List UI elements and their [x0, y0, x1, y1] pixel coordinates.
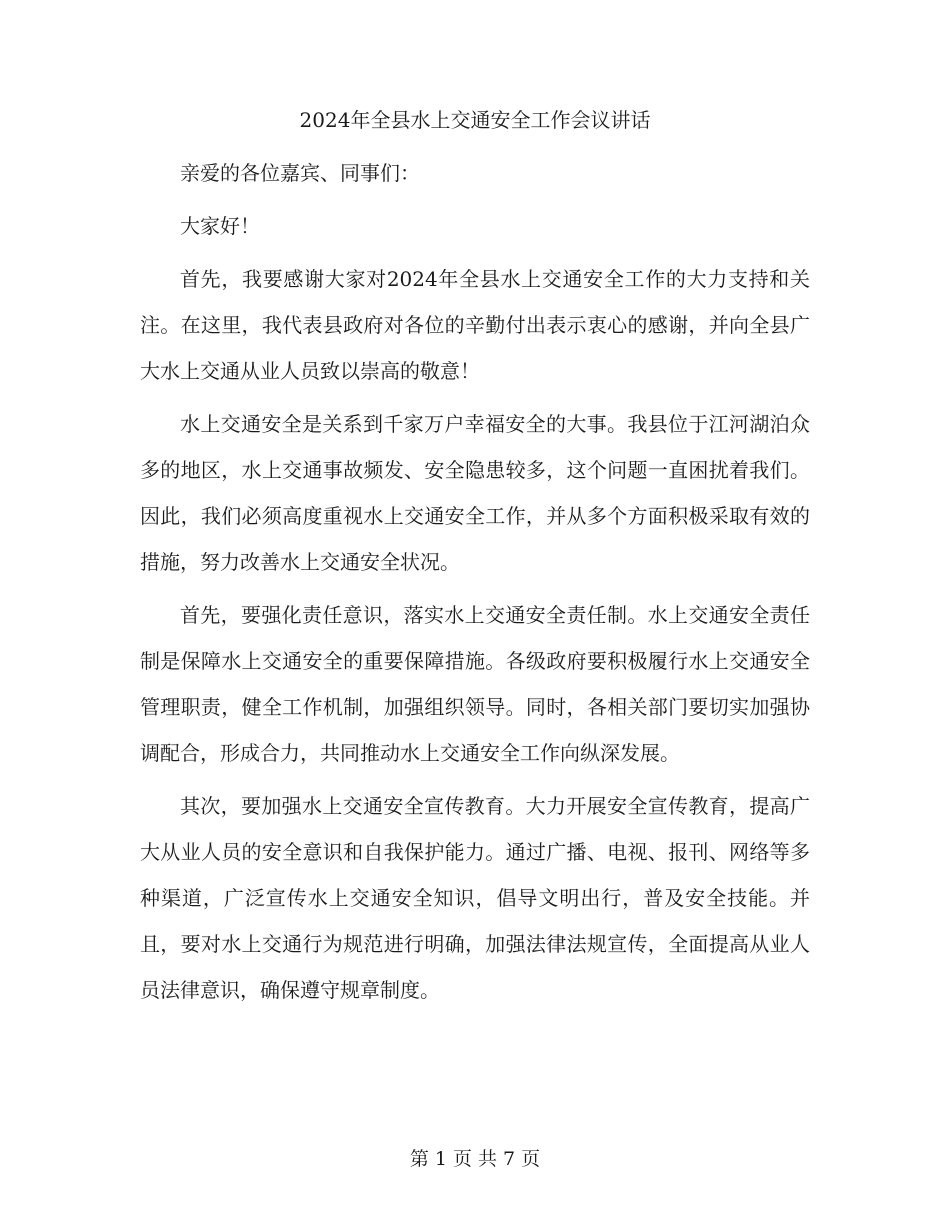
paragraph-education: 其次，要加强水上交通安全宣传教育。大力开展安全宣传教育，提高广大从业人员的安全意识和自我保护能力。通过广播、电视、报刊、网络等多种渠道，广泛宣传水上交通安全知识，倡导文明出行，普及安全技能。并且，要对水上交通行为规范进行明确，加强法律法规宣传，全面提高从业人员法律意识，确保遵守规章制度。 [140, 794, 810, 1002]
paragraph-salutation: 亲爱的各位嘉宾、同事们： [180, 161, 420, 185]
paragraph-greeting: 大家好！ [180, 214, 260, 238]
document-body [140, 150, 810, 1020]
document-title: 2024年全县水上交通安全工作会议讲话 [299, 108, 651, 132]
page-number-footer: 第 1 页 共 7 页 [409, 1148, 541, 1170]
paragraph-responsibility: 首先，要强化责任意识，落实水上交通安全责任制。水上交通安全责任制是保障水上交通安全的重要保障措施。各级政府要积极履行水上交通安全管理职责，健全工作机制，加强组织领导。同时，各相关部门要切实加强协调配合，形成合力，共同推动水上交通安全工作向纵深发展。 [140, 603, 810, 765]
paragraph-importance: 水上交通安全是关系到千家万户幸福安全的大事。我县位于江河湖泊众多的地区，水上交通事故频发、安全隐患较多，这个问题一直困扰着我们。因此，我们必须高度重视水上交通安全工作，并从多个方面积极采取有效的措施，努力改善水上交通安全状况。 [140, 412, 810, 574]
paragraph-thanks: 首先，我要感谢大家对2024年全县水上交通安全工作的大力支持和关注。在这里，我代表县政府对各位的辛勤付出表示衷心的感谢，并向全县广大水上交通从业人员致以崇高的敬意！ [140, 267, 810, 383]
